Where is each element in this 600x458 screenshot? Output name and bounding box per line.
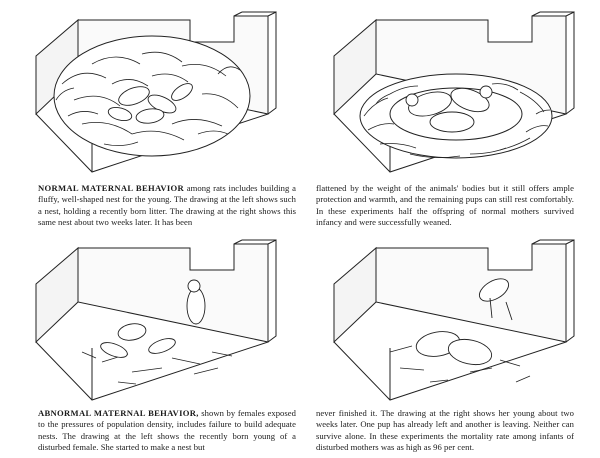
- caption-text-abnormal-left: shown by females exposed to the pressures of population density, includes failure to build adequate nests. The drawing at the left shows the recently born young of a disturbed female. She started to make a nest but: [38, 408, 296, 453]
- caption-text-normal-left: among rats includes building a fluffy, well-shaped nest for the young. The drawing at the left shows such a nest, holding a recently born litter. The drawing at the right shows this same nest about two weeks later. It has been: [38, 183, 296, 228]
- caption-text-abnormal-right: never finished it. The drawing at the right shows her young about two weeks later. One pup has already left and another is leaving. Neither can survive alone. In these experiments the mortality rate among infants of disturbed mothers was as high as 96 per cent.: [316, 408, 574, 453]
- figure-normal-nest-newborn: [22, 4, 292, 176]
- caption-abnormal-right: [316, 408, 574, 454]
- caption-heading-abnormal: ABNORMAL MATERNAL BEHAVIOR,: [38, 408, 199, 418]
- figure-disturbed-young-leaving: [320, 232, 590, 404]
- figure-disturbed-unfinished-nest: [22, 232, 292, 404]
- caption-heading-normal: NORMAL MATERNAL BEHAVIOR: [38, 183, 184, 193]
- caption-normal-right: [316, 183, 574, 229]
- caption-abnormal-left: [38, 408, 296, 454]
- caption-normal-left: [38, 183, 296, 229]
- figure-normal-nest-two-weeks: [320, 4, 590, 176]
- caption-text-normal-right: flattened by the weight of the animals' bodies but it still offers ample protection and warmth, and the remaining pups can still rest comfortably. In these experiments half the offspring of normal mothers survived infancy and were successfully weaned.: [316, 183, 574, 228]
